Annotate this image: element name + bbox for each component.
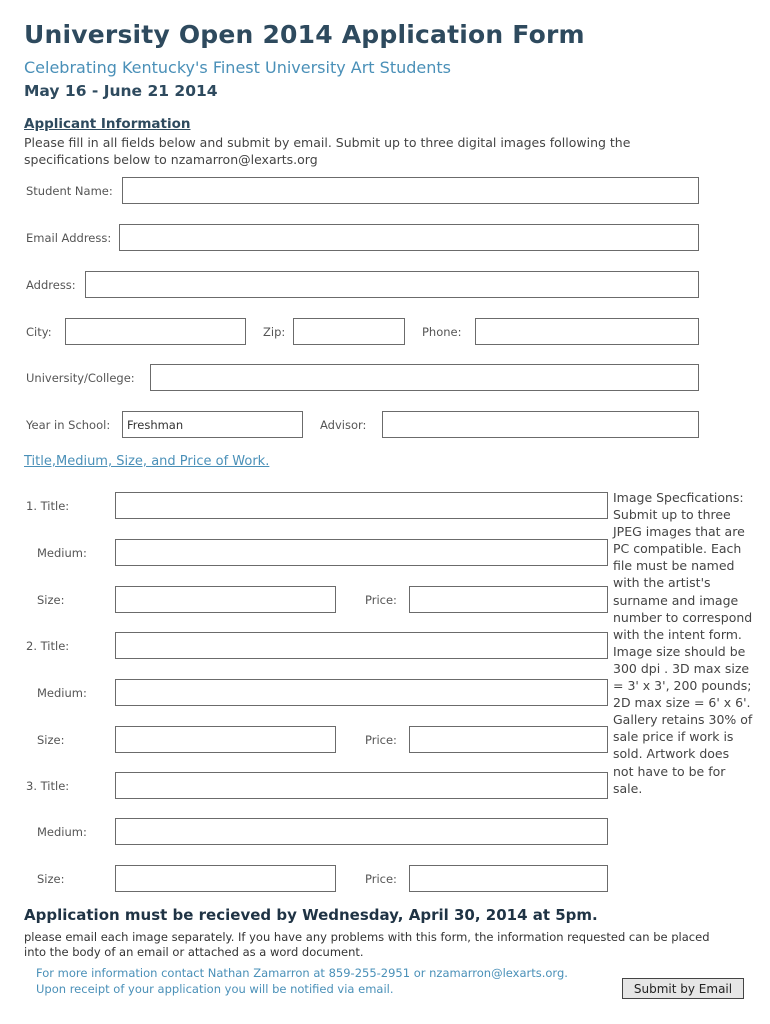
zip-input[interactable]	[293, 318, 405, 345]
year-input[interactable]	[122, 411, 303, 438]
work1-size-input[interactable]	[115, 586, 336, 613]
work2-medium-input[interactable]	[115, 679, 608, 706]
student-name-label: Student Name:	[26, 184, 113, 198]
page-subtitle: Celebrating Kentucky's Finest University Art Students	[24, 58, 451, 77]
work3-size-input[interactable]	[115, 865, 336, 892]
applicant-section-heading: Applicant Information	[24, 116, 191, 132]
page-title: University Open 2014 Application Form	[24, 20, 585, 49]
advisor-label: Advisor:	[320, 418, 367, 432]
contact-info	[36, 965, 616, 997]
phone-label: Phone:	[422, 325, 462, 339]
address-label: Address:	[26, 278, 76, 292]
work2-price-input[interactable]	[409, 726, 608, 753]
work-title-label: 1. Title:	[26, 499, 70, 513]
email-input[interactable]	[119, 224, 699, 251]
city-input[interactable]	[65, 318, 246, 345]
work1-title-input[interactable]	[115, 492, 608, 519]
notification-line: Upon receipt of your application you will be notified via email.	[36, 982, 394, 996]
work-title-label: 3. Title:	[26, 779, 70, 793]
student-name-input[interactable]	[122, 177, 699, 204]
work-size-label: Size:	[37, 872, 65, 886]
work-price-label: Price:	[365, 733, 397, 747]
work1-medium-input[interactable]	[115, 539, 608, 566]
work2-size-input[interactable]	[115, 726, 336, 753]
work-price-label: Price:	[365, 872, 397, 886]
applicant-instructions: Please fill in all fields below and submit by email. Submit up to three digital images following the specifications below to nzamarron@lexarts.org	[24, 135, 631, 167]
image-specifications: Image Specfications: Submit up to three JPEG images that are PC compatible. Each file must be named with the artist's surname and image number to correspond with the intent form. Image size should be 300 dpi . 3D max size = 3' x 3', 200 pounds; 2D max size = 6' x 6'. Gallery retains 30% of sale price if work is sold. Artwork does not have to be for sale.	[613, 490, 753, 796]
work-size-label: Size:	[37, 593, 65, 607]
work2-title-input[interactable]	[115, 632, 608, 659]
deadline-notice: Application must be recieved by Wednesday, April 30, 2014 at 5pm.	[24, 906, 598, 924]
submit-by-email-button[interactable]: Submit by Email	[622, 978, 744, 999]
email-label: Email Address:	[26, 231, 112, 245]
work1-price-input[interactable]	[409, 586, 608, 613]
work-medium-label: Medium:	[37, 686, 87, 700]
work-medium-label: Medium:	[37, 546, 87, 560]
city-label: City:	[26, 325, 52, 339]
zip-label: Zip:	[263, 325, 286, 339]
email-instructions: please email each image separately. If you have any problems with this form, the information requested can be placed into the body of an email or attached as a word document.	[24, 930, 710, 959]
address-input[interactable]	[85, 271, 699, 298]
contact-line: For more information contact Nathan Zamarron at 859-255-2951 or nzamarron@lexarts.org.	[36, 966, 568, 980]
work3-price-input[interactable]	[409, 865, 608, 892]
event-dates: May 16 - June 21 2014	[24, 82, 218, 100]
work3-medium-input[interactable]	[115, 818, 608, 845]
university-label: University/College:	[26, 371, 135, 385]
university-input[interactable]	[150, 364, 699, 391]
advisor-input[interactable]	[382, 411, 699, 438]
year-label: Year in School:	[26, 418, 111, 432]
phone-input[interactable]	[475, 318, 699, 345]
work-medium-label: Medium:	[37, 825, 87, 839]
work3-title-input[interactable]	[115, 772, 608, 799]
work-size-label: Size:	[37, 733, 65, 747]
works-section-heading: Title,Medium, Size, and Price of Work.	[24, 454, 270, 469]
work-title-label: 2. Title:	[26, 639, 70, 653]
work-price-label: Price:	[365, 593, 397, 607]
